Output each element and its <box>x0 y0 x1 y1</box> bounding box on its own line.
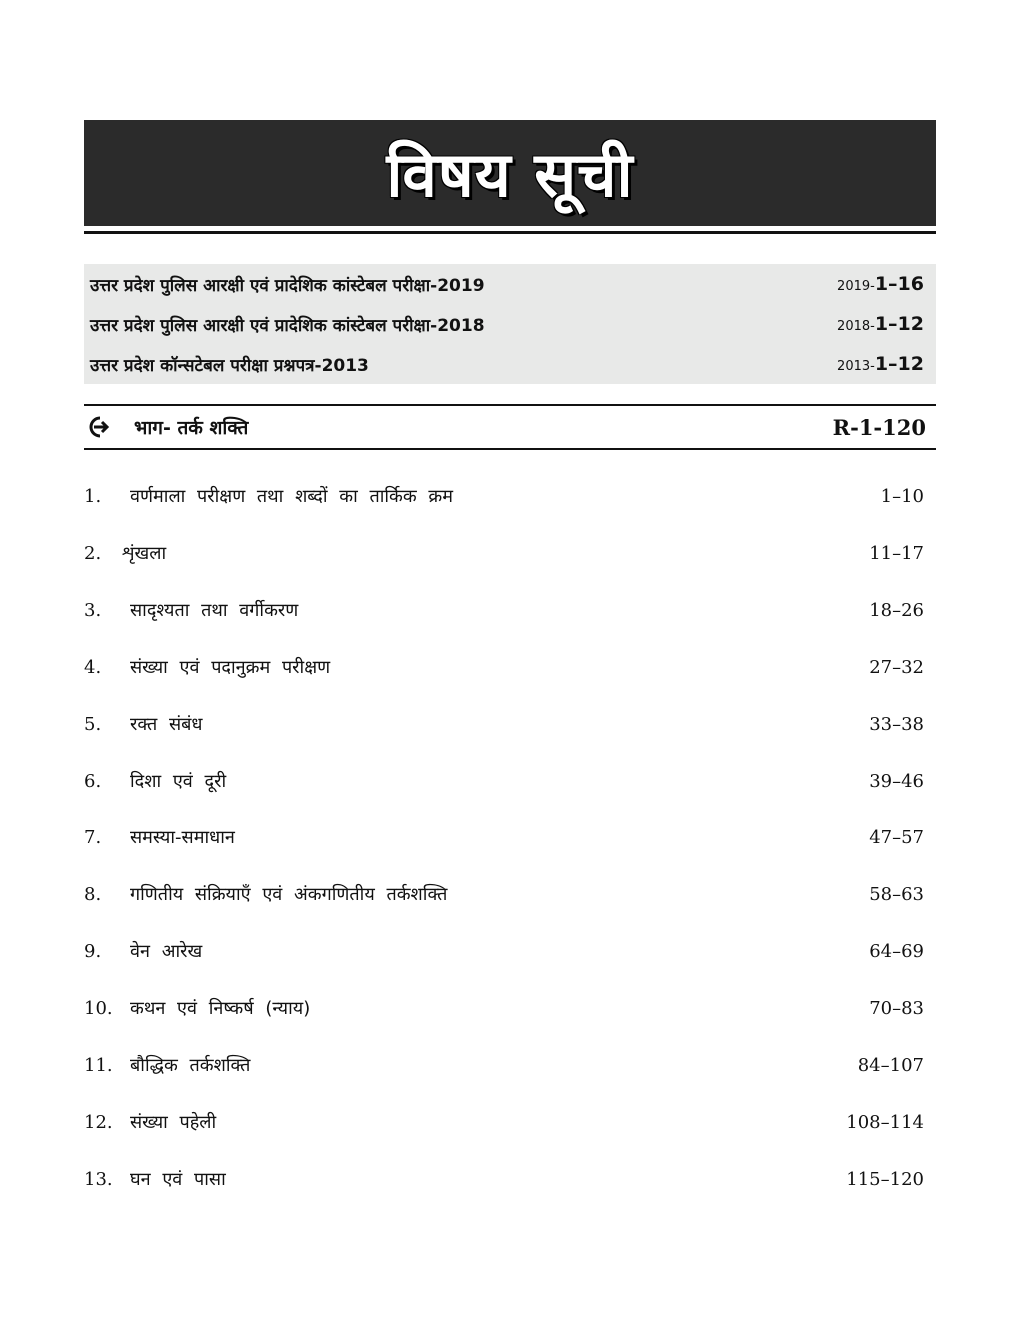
chapter-number: 12. <box>84 1111 113 1133</box>
chapter-title: संख्या एवं पदानुक्रम परीक्षण <box>130 657 331 678</box>
chapter-title: वर्णमाला परीक्षण तथा शब्दों का तार्किक क्रम <box>130 486 453 507</box>
chapter-pages: 115–120 <box>846 1168 924 1190</box>
chapter-row[interactable] <box>84 709 924 739</box>
chapter-row[interactable] <box>84 766 924 796</box>
chapter-title: गणितीय संक्रियाएँ एवं अंकगणितीय तर्कशक्ति <box>130 884 448 905</box>
chapter-title: सादृश्यता तथा वर्गीकरण <box>130 600 299 621</box>
chapter-title: घन एवं पासा <box>130 1169 226 1190</box>
chapter-number: 5. <box>84 713 102 735</box>
chapter-row[interactable] <box>84 936 924 966</box>
chapter-row[interactable] <box>84 1107 924 1137</box>
chapter-pages: 39–46 <box>869 770 924 792</box>
paper-year: 2019- <box>837 279 875 294</box>
title-banner <box>84 120 936 226</box>
previous-papers-box <box>84 264 936 384</box>
chapter-number: 6. <box>84 770 102 792</box>
chapter-title: शृंखला <box>122 543 167 564</box>
paper-name: उत्तर प्रदेश पुलिस आरक्षी एवं प्रादेशिक कांस्टेबल परीक्षा-2018 <box>90 315 485 336</box>
chapter-pages: 58–63 <box>869 883 924 905</box>
chapter-title: समस्या-समाधान <box>130 827 235 848</box>
section-page-range: R-1-120 <box>832 414 926 440</box>
chapter-pages: 64–69 <box>869 940 924 962</box>
chapter-pages: 47–57 <box>869 826 924 848</box>
paper-range: 1–16 <box>874 273 924 295</box>
chapter-pages: 18–26 <box>869 599 924 621</box>
chapter-row[interactable] <box>84 822 924 852</box>
paper-pages <box>837 353 936 375</box>
paper-year: 2018- <box>837 319 875 334</box>
paper-pages <box>837 313 936 335</box>
paper-pages <box>837 273 936 295</box>
chapter-pages: 84–107 <box>857 1054 924 1076</box>
chapter-pages: 70–83 <box>869 997 924 1019</box>
chapter-number: 1. <box>84 485 102 507</box>
paper-range: 1–12 <box>874 313 924 335</box>
chapter-number: 11. <box>84 1054 113 1076</box>
chapter-row[interactable] <box>84 481 924 511</box>
chapter-row[interactable] <box>84 595 924 625</box>
chapter-number: 9. <box>84 940 102 962</box>
chapter-pages: 33–38 <box>869 713 924 735</box>
paper-name: उत्तर प्रदेश पुलिस आरक्षी एवं प्रादेशिक कांस्टेबल परीक्षा-2019 <box>90 275 485 296</box>
chapter-title: बौद्धिक तर्कशक्ति <box>130 1055 251 1076</box>
chapter-row[interactable] <box>84 1164 924 1194</box>
page-title: विषय सूची <box>386 138 634 211</box>
chapter-row[interactable] <box>84 1050 924 1080</box>
chapter-number: 4. <box>84 656 102 678</box>
section-header[interactable] <box>84 404 936 450</box>
chapter-pages: 27–32 <box>869 656 924 678</box>
title-underline <box>84 231 936 234</box>
chapter-title: वेन आरेख <box>130 941 203 962</box>
chapter-number: 7. <box>84 826 102 848</box>
chapter-pages: 11–17 <box>869 542 924 564</box>
paper-range: 1–12 <box>874 353 924 375</box>
chapter-row[interactable] <box>84 993 924 1023</box>
paper-year: 2013- <box>837 359 875 374</box>
chapter-pages: 108–114 <box>846 1111 924 1133</box>
chapter-row[interactable] <box>84 652 924 682</box>
chapter-title: रक्त संबंध <box>130 714 203 735</box>
chapter-number: 10. <box>84 997 113 1019</box>
chapter-number: 3. <box>84 599 102 621</box>
paper-row[interactable] <box>84 344 936 384</box>
paper-name: उत्तर प्रदेश कॉन्सटेबल परीक्षा प्रश्नपत्र-2013 <box>90 355 369 376</box>
chapter-row[interactable] <box>84 538 924 568</box>
paper-row[interactable] <box>84 304 936 344</box>
chapter-number: 8. <box>84 883 102 905</box>
chapter-number: 13. <box>84 1168 113 1190</box>
chapter-pages: 1–10 <box>880 485 924 507</box>
chapter-title: कथन एवं निष्कर्ष (न्याय) <box>130 998 311 1019</box>
section-title: भाग- तर्क शक्ति <box>134 417 249 439</box>
chapter-title: संख्या पहेली <box>130 1112 217 1133</box>
chapter-title: दिशा एवं दूरी <box>130 771 227 792</box>
circled-arrow-icon <box>88 415 112 439</box>
chapter-row[interactable] <box>84 879 924 909</box>
paper-row[interactable] <box>84 264 936 304</box>
chapter-number: 2. <box>84 542 102 564</box>
